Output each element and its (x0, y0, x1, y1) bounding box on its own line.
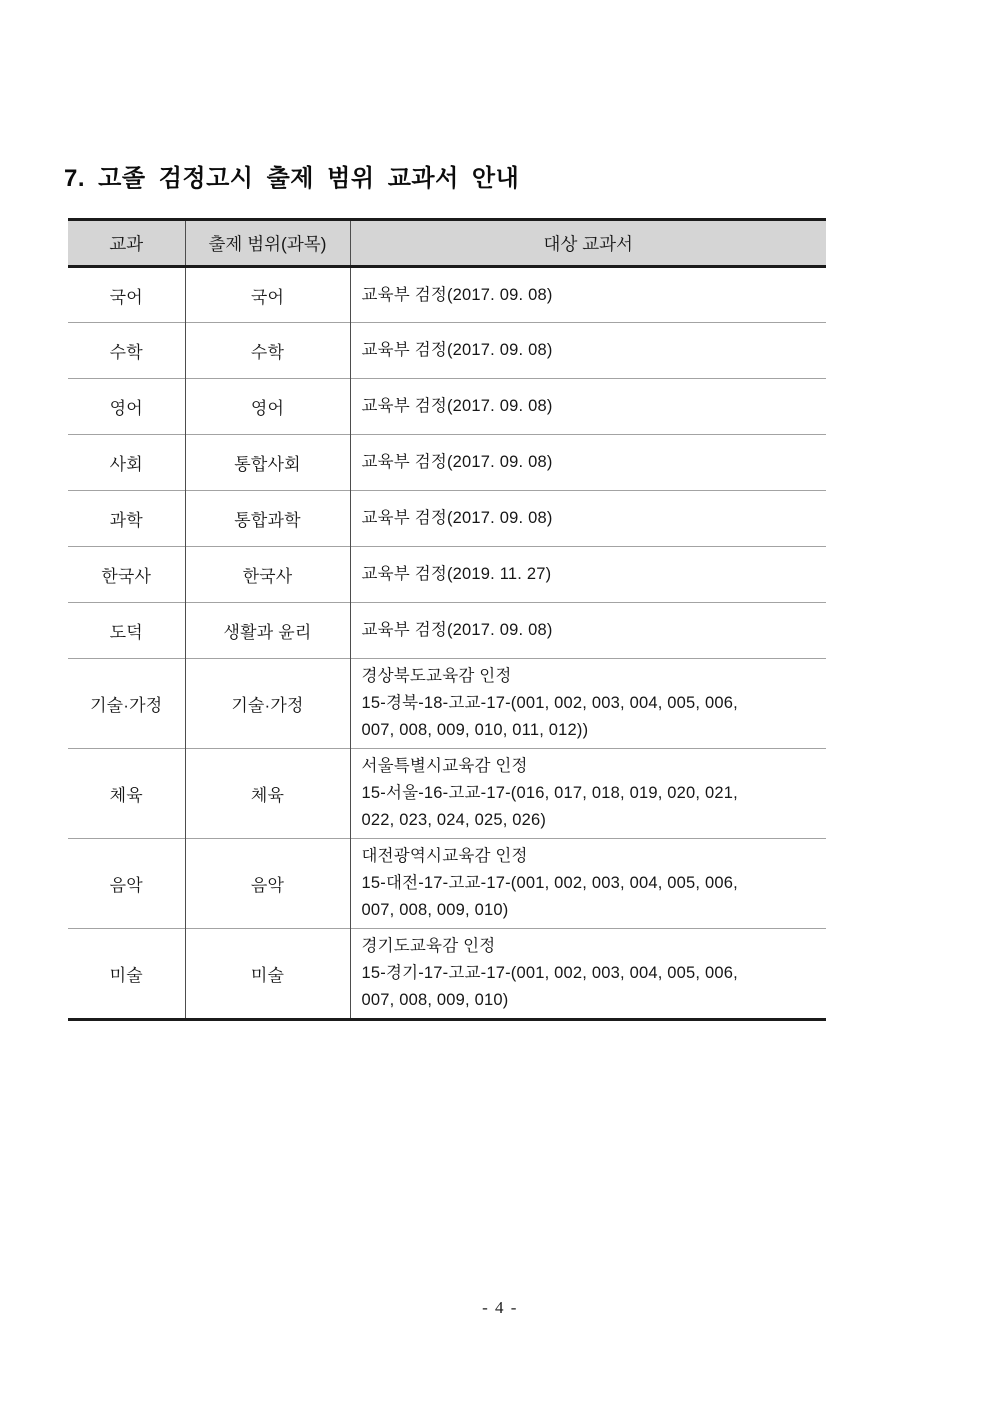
textbook-line: 교육부 검정(2017. 09. 08) (361, 453, 553, 471)
textbook-line: 15-대전-17-고교-17-(001, 002, 003, 004, 005, 006, (361, 874, 738, 892)
textbook-line: 교육부 검정(2017. 09. 08) (361, 509, 553, 527)
textbook-line: 022, 023, 024, 025, 026) (361, 811, 547, 829)
textbook-line: 007, 008, 009, 010) (361, 901, 509, 919)
table-body (68, 267, 826, 1020)
textbook-line: 교육부 검정(2017. 09. 08) (361, 341, 553, 359)
cell-textbook (350, 379, 826, 435)
textbook-line: 15-경북-18-고교-17-(001, 002, 003, 004, 005, 006, (361, 694, 738, 712)
cell-scope: 체육 (185, 749, 350, 839)
cell-textbook (350, 267, 826, 323)
cell-subject: 수학 (68, 323, 185, 379)
cell-subject: 한국사 (68, 547, 185, 603)
page-number: - 4 - (482, 1298, 518, 1317)
cell-textbook (350, 491, 826, 547)
table-row (68, 323, 826, 379)
table-row (68, 435, 826, 491)
cell-subject: 국어 (68, 267, 185, 323)
cell-scope: 한국사 (185, 547, 350, 603)
cell-subject: 기술·가정 (68, 659, 185, 749)
textbook-line: 교육부 검정(2017. 09. 08) (361, 285, 553, 304)
cell-textbook (350, 547, 826, 603)
textbook-line: 경상북도교육감 인정 (361, 667, 512, 685)
cell-textbook (350, 929, 826, 1020)
col-header-scope: 출제 범위(과목) (185, 220, 350, 267)
cell-textbook (350, 749, 826, 839)
cell-subject: 사회 (68, 435, 185, 491)
textbook-line: 007, 008, 009, 010, 011, 012)) (361, 721, 589, 739)
table-row (68, 839, 826, 929)
cell-scope: 통합과학 (185, 491, 350, 547)
cell-subject: 미술 (68, 929, 185, 1020)
textbook-line: 15-서울-16-고교-17-(016, 017, 018, 019, 020, 021, (361, 784, 738, 802)
cell-scope: 생활과 윤리 (185, 603, 350, 659)
cell-scope: 음악 (185, 839, 350, 929)
cell-textbook (350, 603, 826, 659)
textbook-table (68, 218, 826, 1021)
cell-scope: 국어 (185, 267, 350, 323)
table-row (68, 749, 826, 839)
cell-subject: 음악 (68, 839, 185, 929)
textbook-line: 교육부 검정(2017. 09. 08) (361, 397, 553, 415)
cell-textbook (350, 659, 826, 749)
col-header-textbook: 대상 교과서 (350, 220, 826, 267)
cell-subject: 영어 (68, 379, 185, 435)
table-row (68, 929, 826, 1020)
cell-subject: 체육 (68, 749, 185, 839)
table-row (68, 491, 826, 547)
table-row (68, 379, 826, 435)
cell-scope: 기술·가정 (185, 659, 350, 749)
textbook-line: 서울특별시교육감 인정 (361, 757, 528, 775)
cell-subject: 과학 (68, 491, 185, 547)
textbook-line: 경기도교육감 인정 (361, 937, 496, 955)
cell-scope: 미술 (185, 929, 350, 1020)
cell-textbook (350, 435, 826, 491)
cell-subject: 도덕 (68, 603, 185, 659)
cell-textbook (350, 323, 826, 379)
table-row (68, 603, 826, 659)
cell-textbook (350, 839, 826, 929)
textbook-line: 007, 008, 009, 010) (361, 991, 509, 1009)
table-row (68, 547, 826, 603)
textbook-line: 15-경기-17-고교-17-(001, 002, 003, 004, 005, 006, (361, 964, 738, 982)
textbook-line: 교육부 검정(2019. 11. 27) (361, 565, 552, 583)
cell-scope: 수학 (185, 323, 350, 379)
table-header-row (68, 220, 826, 267)
cell-scope: 통합사회 (185, 435, 350, 491)
textbook-line: 교육부 검정(2017. 09. 08) (361, 621, 553, 639)
table-row (68, 267, 826, 323)
textbook-line: 대전광역시교육감 인정 (361, 847, 528, 865)
table-row (68, 659, 826, 749)
cell-scope: 영어 (185, 379, 350, 435)
page-title: 7. 고졸 검정고시 출제 범위 교과서 안내 (64, 165, 520, 192)
col-header-subject: 교과 (68, 220, 185, 267)
